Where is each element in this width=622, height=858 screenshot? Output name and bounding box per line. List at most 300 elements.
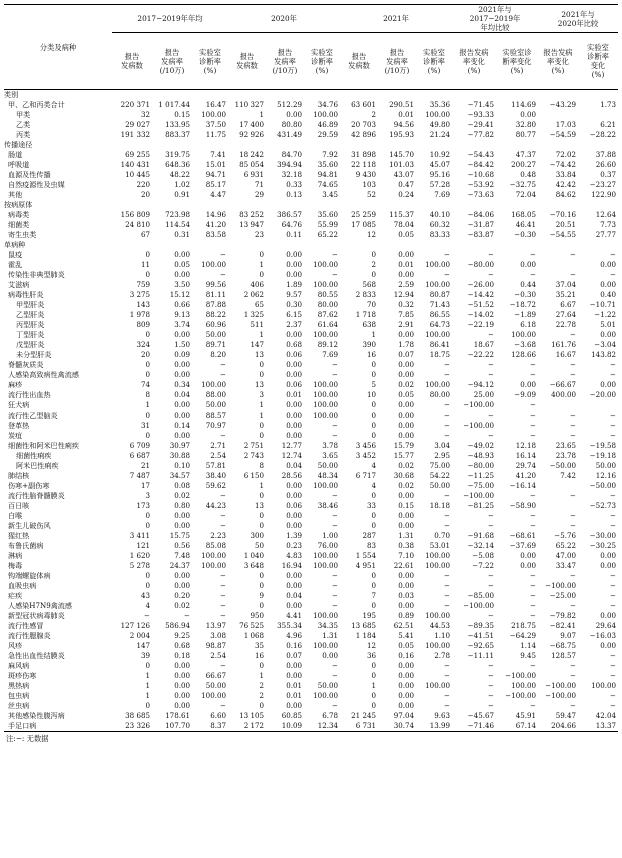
- table-cell: 23.65: [555, 440, 576, 450]
- table-cell: 0.07: [398, 350, 414, 360]
- table-row: [4, 370, 618, 380]
- table-cell: 12.34: [317, 720, 338, 730]
- table-cell: −: [570, 670, 576, 680]
- table-cell: 0: [371, 700, 376, 710]
- table-cell: 13.37: [595, 720, 616, 730]
- table-cell: −: [220, 490, 226, 500]
- table-cell: 0: [145, 660, 150, 670]
- table-cell: 1: [259, 670, 264, 680]
- table-cell: −: [610, 490, 616, 500]
- table-cell: 89.71: [205, 340, 226, 350]
- table-cell: 0.00: [600, 330, 616, 340]
- row-label: 细菌类: [8, 220, 30, 230]
- table-cell: 431.49: [277, 130, 302, 140]
- table-cell: [416, 140, 452, 150]
- table-cell: −71.46: [467, 720, 494, 730]
- row-label: 细菌性和阿米巴性痢疾: [8, 440, 79, 450]
- table-cell: 300: [250, 530, 264, 540]
- table-cell: [266, 140, 304, 150]
- table-cell: [112, 240, 152, 250]
- table-cell: 13.97: [205, 620, 226, 630]
- table-cell: [452, 200, 496, 210]
- table-cell: 12: [366, 640, 376, 650]
- table-cell: 2: [259, 690, 264, 700]
- table-cell: 12: [366, 230, 376, 240]
- table-cell: 2: [259, 680, 264, 690]
- row-label: 梅毒: [8, 560, 23, 570]
- table-cell: 0.01: [286, 390, 302, 400]
- row-label: 脊髓灰质炎: [8, 360, 44, 370]
- table-cell: −: [570, 700, 576, 710]
- table-cell: 883.37: [165, 130, 190, 140]
- table-cell: 25 259: [351, 210, 376, 220]
- row-label: 手足口病: [8, 720, 37, 730]
- table-cell: −: [488, 680, 494, 690]
- table-cell: 13: [254, 350, 264, 360]
- table-cell: 47.37: [515, 150, 536, 160]
- table-cell: −: [444, 410, 450, 420]
- table-cell: 53.01: [429, 540, 450, 550]
- table-cell: 0.00: [174, 520, 190, 530]
- table-cell: 1.00: [322, 530, 338, 540]
- table-cell: −30.00: [589, 530, 616, 540]
- table-cell: 0.15: [174, 110, 190, 120]
- table-cell: 100.00: [313, 330, 338, 340]
- table-cell: 65.22: [555, 540, 576, 550]
- table-row: [4, 190, 618, 200]
- table-cell: 0: [259, 700, 264, 710]
- row-label: 麻疹: [8, 380, 23, 390]
- table-cell: 0.33: [286, 180, 302, 190]
- table-cell: 0.00: [174, 430, 190, 440]
- table-cell: 89.12: [317, 340, 338, 350]
- table-row: [4, 180, 618, 190]
- table-cell: 2.95: [434, 450, 450, 460]
- table-cell: 1 184: [355, 630, 376, 640]
- table-cell: 1.10: [434, 630, 450, 640]
- table-row: [4, 220, 618, 230]
- table-cell: 0.16: [286, 640, 302, 650]
- table-cell: −: [220, 570, 226, 580]
- table-cell: 100.00: [425, 550, 450, 560]
- section-row: [4, 240, 618, 250]
- table-cell: −: [610, 510, 616, 520]
- table-cell: 88.57: [205, 410, 226, 420]
- table-cell: 568: [362, 280, 376, 290]
- table-row: [4, 210, 618, 220]
- table-cell: 84.70: [281, 150, 302, 160]
- row-label: 乙型肝炎: [16, 310, 45, 320]
- table-cell: −: [444, 510, 450, 520]
- table-cell: 85.17: [205, 180, 226, 190]
- table-cell: −: [530, 660, 536, 670]
- table-cell: 2.23: [210, 530, 226, 540]
- table-cell: −28.22: [589, 130, 616, 140]
- table-cell: 143.82: [591, 350, 616, 360]
- table-cell: −54.59: [549, 130, 576, 140]
- table-cell: −71.45: [467, 100, 494, 110]
- table-cell: 32: [140, 110, 150, 120]
- table-cell: −100.00: [505, 690, 536, 700]
- table-cell: 0.00: [286, 490, 302, 500]
- table-cell: −: [220, 270, 226, 280]
- table-cell: 32.80: [515, 120, 536, 130]
- row-label: 人感染H7N9禽流感: [8, 600, 72, 610]
- table-cell: 100.00: [425, 260, 450, 270]
- table-row: [4, 591, 618, 601]
- table-cell: 100.00: [425, 680, 450, 690]
- table-cell: −: [570, 330, 576, 340]
- table-cell: 50.00: [595, 460, 616, 470]
- table-cell: 0.00: [174, 400, 190, 410]
- table-row: [4, 661, 618, 671]
- row-label: 血吸虫病: [8, 580, 37, 590]
- table-cell: 648.36: [165, 160, 190, 170]
- table-cell: 6.21: [600, 120, 616, 130]
- table-cell: 100.00: [313, 280, 338, 290]
- table-cell: 0.10: [174, 460, 190, 470]
- table-row: [4, 651, 618, 661]
- table-cell: 0.00: [286, 410, 302, 420]
- table-cell: 1.50: [174, 340, 190, 350]
- table-cell: 2: [371, 260, 376, 270]
- table-cell: −: [570, 370, 576, 380]
- table-cell: 29.64: [595, 620, 616, 630]
- table-cell: −: [332, 270, 338, 280]
- table-cell: 0: [145, 250, 150, 260]
- table-cell: 43.07: [393, 170, 414, 180]
- table-cell: 0.70: [434, 530, 450, 540]
- table-cell: 87.88: [205, 300, 226, 310]
- table-cell: 12.18: [515, 440, 536, 450]
- row-label: 甲型肝炎: [16, 300, 45, 310]
- table-cell: 6 931: [243, 170, 264, 180]
- table-cell: 40.10: [429, 210, 450, 220]
- row-label: 丝虫病: [8, 700, 30, 710]
- table-cell: 22.78: [555, 320, 576, 330]
- table-cell: 100.00: [201, 110, 226, 120]
- table-cell: −: [530, 410, 536, 420]
- table-cell: 12.64: [595, 210, 616, 220]
- table-cell: −10.71: [589, 300, 616, 310]
- table-cell: 0.00: [398, 520, 414, 530]
- table-cell: 9.45: [520, 650, 536, 660]
- table-cell: 0.00: [398, 430, 414, 440]
- table-cell: [340, 140, 378, 150]
- table-cell: 80.87: [429, 290, 450, 300]
- table-cell: −30.25: [589, 540, 616, 550]
- table-cell: −: [332, 590, 338, 600]
- table-cell: 50.00: [317, 460, 338, 470]
- table-cell: 9.63: [434, 710, 450, 720]
- table-cell: 86.55: [429, 310, 450, 320]
- table-cell: 10.92: [429, 150, 450, 160]
- table-cell: 71.43: [429, 300, 450, 310]
- table-cell: 100.00: [425, 380, 450, 390]
- table-cell: 100.00: [511, 680, 536, 690]
- table-cell: 0: [371, 270, 376, 280]
- table-cell: 0: [259, 360, 264, 370]
- table-cell: −16.03: [589, 630, 616, 640]
- table-cell: 1: [145, 680, 150, 690]
- table-cell: −: [444, 590, 450, 600]
- table-cell: 156 809: [120, 210, 150, 220]
- table-cell: 100.00: [201, 380, 226, 390]
- table-cell: 0: [371, 670, 376, 680]
- table-cell: 97.04: [393, 710, 414, 720]
- row-label: 霍乱: [8, 260, 23, 270]
- table-cell: 0.00: [398, 570, 414, 580]
- table-cell: −: [570, 410, 576, 420]
- table-cell: −: [488, 660, 494, 670]
- table-cell: 100.00: [425, 610, 450, 620]
- table-cell: −: [488, 330, 494, 340]
- table-cell: 1 554: [355, 550, 376, 560]
- table-cell: 114.54: [165, 220, 190, 230]
- table-cell: 18 242: [239, 150, 264, 160]
- table-cell: 7.73: [600, 220, 616, 230]
- table-cell: [452, 140, 496, 150]
- table-cell: 13: [254, 500, 264, 510]
- table-cell: 0.06: [286, 380, 302, 390]
- table-row: [4, 260, 618, 270]
- table-cell: −: [220, 370, 226, 380]
- section-row: [4, 200, 618, 210]
- table-cell: 17: [140, 480, 150, 490]
- table-cell: −7.22: [472, 560, 494, 570]
- table-cell: 0.00: [600, 550, 616, 560]
- table-cell: 1 068: [243, 630, 264, 640]
- table-cell: 35.60: [317, 210, 338, 220]
- table-cell: 48.34: [317, 470, 338, 480]
- table-cell: 0.00: [174, 580, 190, 590]
- table-cell: 84.62: [555, 190, 576, 200]
- table-cell: 0.00: [600, 280, 616, 290]
- table-cell: 100.00: [313, 560, 338, 570]
- table-row: [4, 501, 618, 511]
- table-row: [4, 170, 618, 180]
- table-cell: 5.01: [600, 320, 616, 330]
- table-cell: −: [530, 590, 536, 600]
- table-cell: 7.69: [434, 190, 450, 200]
- table-cell: 3 648: [243, 560, 264, 570]
- table-cell: 1.14: [520, 640, 536, 650]
- table-cell: 0.44: [520, 280, 536, 290]
- table-cell: 0.00: [398, 670, 414, 680]
- table-cell: −3.68: [514, 340, 536, 350]
- table-cell: 78.04: [393, 220, 414, 230]
- table-cell: [304, 140, 340, 150]
- table-cell: 0.40: [600, 290, 616, 300]
- table-cell: −: [570, 490, 576, 500]
- table-cell: 41.20: [515, 470, 536, 480]
- table-cell: 386.57: [277, 210, 302, 220]
- column-header: 报告 发病数: [340, 33, 378, 90]
- table-cell: 4 951: [355, 560, 376, 570]
- table-cell: 0.00: [398, 700, 414, 710]
- table-cell: 0.00: [398, 690, 414, 700]
- row-label: 狂犬病: [8, 400, 30, 410]
- table-cell: 63 601: [351, 100, 376, 110]
- table-cell: 0.00: [174, 330, 190, 340]
- table-cell: −: [488, 370, 494, 380]
- table-cell: −54.43: [467, 150, 494, 160]
- table-cell: 128.66: [511, 350, 536, 360]
- table-cell: 16: [366, 350, 376, 360]
- table-cell: 3.74: [174, 320, 190, 330]
- table-cell: −: [570, 360, 576, 370]
- table-cell: 103: [362, 180, 376, 190]
- table-cell: 1: [145, 400, 150, 410]
- table-cell: 95.16: [429, 170, 450, 180]
- table-cell: [378, 240, 416, 250]
- table-cell: 0.14: [174, 420, 190, 430]
- table-cell: 17.03: [555, 120, 576, 130]
- table-cell: 75.00: [429, 460, 450, 470]
- table-cell: 7.92: [322, 150, 338, 160]
- table-cell: 74: [140, 380, 150, 390]
- table-cell: 1 718: [355, 310, 376, 320]
- table-cell: 147: [136, 640, 150, 650]
- table-cell: [452, 90, 496, 101]
- table-cell: −100.00: [463, 400, 494, 410]
- table-cell: 2 743: [243, 450, 264, 460]
- table-cell: 0.02: [174, 600, 190, 610]
- table-cell: 8.37: [210, 720, 226, 730]
- table-cell: −79.82: [549, 610, 576, 620]
- table-cell: 1: [259, 410, 264, 420]
- table-cell: [378, 90, 416, 101]
- table-cell: −: [444, 580, 450, 590]
- table-cell: −74.42: [549, 160, 576, 170]
- table-cell: 290.51: [389, 100, 414, 110]
- table-cell: −100.00: [545, 580, 576, 590]
- table-cell: −11.11: [467, 650, 494, 660]
- table-cell: −: [332, 600, 338, 610]
- table-cell: 50: [254, 540, 264, 550]
- table-cell: 5.41: [398, 630, 414, 640]
- table-cell: −: [220, 430, 226, 440]
- table-cell: −49.02: [467, 440, 494, 450]
- table-cell: −: [144, 610, 150, 620]
- table-cell: 0: [259, 510, 264, 520]
- table-cell: 30.97: [169, 440, 190, 450]
- table-cell: 390: [362, 340, 376, 350]
- table-cell: [304, 90, 340, 101]
- table-cell: 0.00: [286, 400, 302, 410]
- table-cell: 128.57: [551, 650, 576, 660]
- row-label: 包虫病: [8, 690, 30, 700]
- table-cell: 0: [145, 410, 150, 420]
- column-header: 报告 发病率 (/10万): [266, 33, 304, 90]
- table-cell: 0.13: [286, 190, 302, 200]
- table-cell: 24.37: [169, 560, 190, 570]
- table-cell: 6 717: [355, 470, 376, 480]
- table-cell: 0.00: [398, 660, 414, 670]
- row-label: 鼠疫: [8, 250, 23, 260]
- table-cell: 13: [254, 380, 264, 390]
- column-header: 报告发病 率变化 (%): [452, 33, 496, 90]
- table-cell: 76 525: [239, 620, 264, 630]
- table-cell: −64.29: [509, 630, 536, 640]
- table-cell: 0: [259, 520, 264, 530]
- table-row: [4, 411, 618, 421]
- table-cell: 13.99: [429, 720, 450, 730]
- table-cell: 0: [371, 510, 376, 520]
- table-cell: 92 926: [239, 130, 264, 140]
- table-cell: 0.30: [286, 300, 302, 310]
- row-label: 登革热: [8, 420, 30, 430]
- table-cell: −11.25: [467, 470, 494, 480]
- table-cell: 2: [371, 110, 376, 120]
- table-cell: [340, 90, 378, 101]
- table-cell: 9: [259, 590, 264, 600]
- table-row: [4, 551, 618, 561]
- table-cell: 16.47: [205, 100, 226, 110]
- table-row: [4, 581, 618, 591]
- table-cell: 1.89: [286, 280, 302, 290]
- table-cell: 7.41: [210, 150, 226, 160]
- table-cell: −41.51: [467, 630, 494, 640]
- table-cell: −32.75: [509, 180, 536, 190]
- table-cell: 6.15: [286, 310, 302, 320]
- table-cell: [192, 90, 228, 101]
- table-cell: 37.04: [555, 280, 576, 290]
- table-cell: 1: [259, 480, 264, 490]
- table-cell: 195: [362, 610, 376, 620]
- table-cell: −: [444, 420, 450, 430]
- table-cell: 100.00: [201, 560, 226, 570]
- table-cell: 950: [250, 610, 264, 620]
- table-cell: 0.00: [286, 580, 302, 590]
- table-cell: −25.00: [549, 590, 576, 600]
- table-cell: −: [332, 670, 338, 680]
- table-cell: 34.57: [169, 470, 190, 480]
- table-cell: 15.01: [205, 160, 226, 170]
- table-cell: 4: [371, 480, 376, 490]
- table-cell: 0: [371, 250, 376, 260]
- table-cell: 61.64: [317, 320, 338, 330]
- table-cell: 24 810: [125, 220, 150, 230]
- table-cell: −26.00: [467, 280, 494, 290]
- table-cell: 1 040: [243, 550, 264, 560]
- table-cell: 52: [366, 190, 376, 200]
- table-cell: 22 118: [351, 160, 376, 170]
- table-cell: −: [530, 520, 536, 530]
- table-cell: 43: [140, 590, 150, 600]
- table-cell: 21.24: [429, 130, 450, 140]
- table-cell: −: [610, 520, 616, 530]
- table-cell: 28.56: [281, 470, 302, 480]
- table-cell: −80.00: [467, 460, 494, 470]
- table-cell: −: [332, 420, 338, 430]
- table-row: [4, 300, 618, 310]
- row-label: 病毒性肝炎: [8, 290, 44, 300]
- table-cell: −: [488, 270, 494, 280]
- table-cell: 6.18: [520, 320, 536, 330]
- table-cell: 12.16: [595, 470, 616, 480]
- table-cell: −: [610, 410, 616, 420]
- table-cell: −: [488, 430, 494, 440]
- table-cell: 191 332: [120, 130, 150, 140]
- table-cell: 1: [259, 260, 264, 270]
- table-cell: 511: [250, 320, 264, 330]
- table-cell: −: [610, 600, 616, 610]
- table-cell: −: [444, 570, 450, 580]
- row-label: 类别: [4, 90, 19, 99]
- table-cell: 0.00: [398, 490, 414, 500]
- table-cell: −9.09: [514, 390, 536, 400]
